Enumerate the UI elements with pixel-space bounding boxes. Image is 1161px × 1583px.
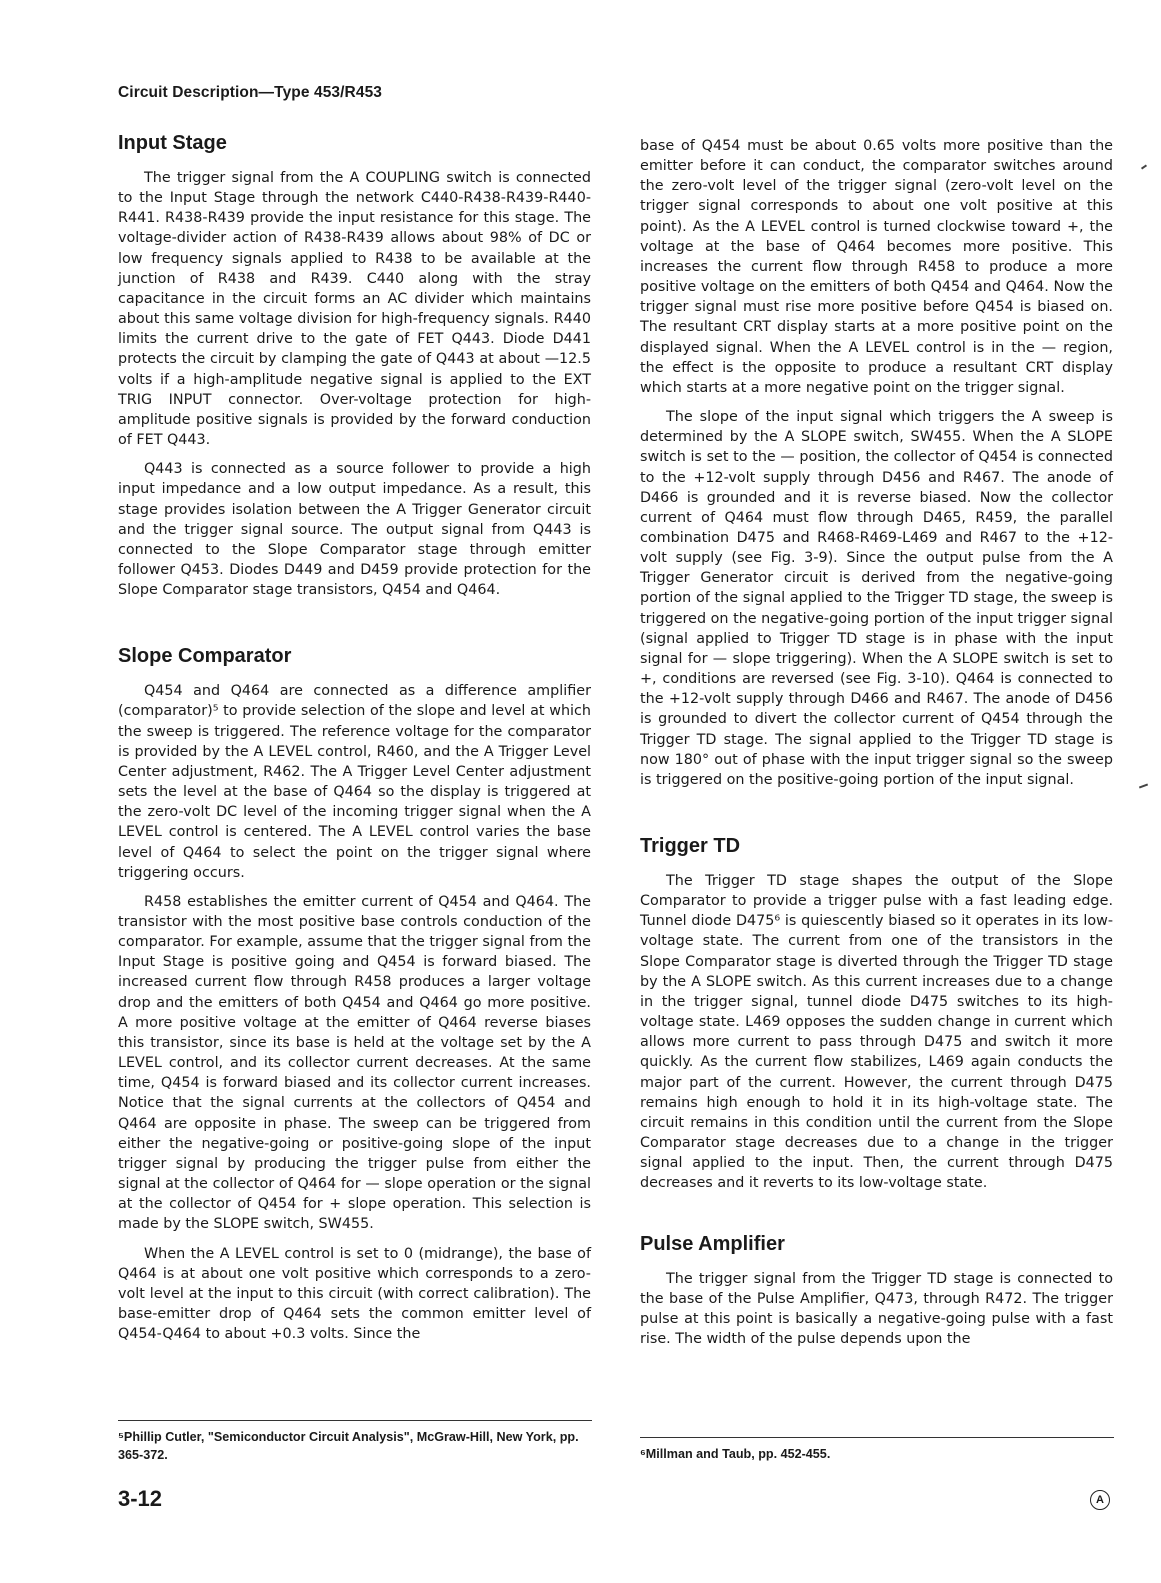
paragraph: R458 establishes the emitter current of Q454 and Q464. The transistor with the most positive base controls conduction of the comparator. For example, assume that the trigger signal from the Input Stage is positive going and Q454 is forward biased. The increased current flow through R458 produces a larger voltage drop and the emitters of both Q454 and Q464 go more positive. A more positive voltage at the emitter of Q464 reverse biases this transistor, since its base is held at the voltage set by the A LEVEL control, and its collector current decreases. At the same time, Q454 is forward biased and its collector current increases. Notice that the signal currents at the collectors of Q454 and Q464 are opposite in phase. The sweep can be triggered from either the negative-going or positive-going slope of the input trigger signal by producing the trigger pulse from either the signal at the collector of Q464 for — slope operation or the signal at the collector of Q454 for + slope operation. This selection is made by the SLOPE switch, SW455. — [118, 893, 591, 1233]
section-heading-pulse-amplifier: Pulse Amplifier — [640, 1232, 785, 1255]
section-heading-slope-comparator: Slope Comparator — [118, 645, 292, 668]
left-column — [118, 130, 591, 1353]
paragraph: base of Q454 must be about 0.65 volts more positive than the emitter before it can conduct, the comparator switches around the zero-volt level of the trigger signal (zero-volt level on the trigger signal corresponds to about one volt positive at this point). As the A LEVEL control is turned clockwise toward +, the voltage at the base of Q464 becomes more positive. This increases the current flow through R458 to produce a more positive voltage on the emitters of both Q454 and Q464. Now the trigger signal must rise more positive before Q454 is biased on. The resultant CRT display starts at a more positive point on the displayed signal. When the A LEVEL control is in the — region, the effect is the opposite to produce a resultant CRT display which starts at a more negative point on the trigger signal. — [640, 138, 1113, 396]
page-number: 3-12 — [118, 1486, 163, 1511]
paragraph: Q454 and Q464 are connected as a difference amplifier (comparator)⁵ to provide selection of the slope and level at which the sweep is triggered. The reference voltage for the comparator is provided by the A LEVEL control, R460, and the A Trigger Level Center adjustment, R462. The A Trigger Level Center adjustment sets the level at the base of Q464 so the display is triggered at the zero-volt DC level of the incoming trigger signal when the A LEVEL control is centered. The A LEVEL control varies the base level of Q464 to select the point on the trigger signal where triggering occurs. — [118, 683, 591, 881]
footnote-rule — [640, 1437, 1114, 1438]
paragraph: The slope of the input signal which triggers the A sweep is determined by the A SLOPE switch, SW455. When the A SLOPE switch is set to the — position, the collector of Q454 is connected to the +12-volt supply through D456 and R467. The anode of D466 is grounded and it is reverse biased. Now the collector current of Q464 must flow through D465, R459, the parallel combination D475 and R468-R469-L469 and R467 to the +12-volt supply (see Fig. 3-9). Since the output pulse from the A Trigger Generator circuit is derived from the negative-going portion of the signal applied to the Trigger TD stage, the sweep is triggered on the negative-going portion of the input trigger signal (signal applied to Trigger TD stage is in phase with the input signal for — slope triggering). When the A SLOPE switch is set to +, conditions are reversed (see Fig. 3-10). Q464 is connected to the +12-volt supply through D466 and R467. The anode of D456 is grounded to divert the collector current of Q454 through the Trigger TD stage. The signal applied to the Trigger TD stage is now 180° out of phase with the input trigger signal so the sweep is triggered on the positive-going portion of the input signal. — [640, 409, 1113, 788]
paragraph: When the A LEVEL control is set to 0 (midrange), the base of Q464 is at about one volt positive which corresponds to a zero-volt level at the input to this circuit (with correct calibration). The base-emitter drop of Q464 sets the common emitter level of Q454-Q464 to about +0.3 volts. Since the — [118, 1245, 591, 1343]
revision-mark: A — [1090, 1490, 1110, 1510]
footnote-rule — [118, 1420, 592, 1421]
section-heading-input-stage: Input Stage — [118, 132, 227, 154]
section-heading-trigger-td: Trigger TD — [640, 835, 741, 857]
paragraph: The Trigger TD stage shapes the output of the Slope Comparator to provide a trigger pulse with a fast leading edge. Tunnel diode D475⁶ is quiescently biased so it operates in its low-voltage state. The current from one of the transistors in the Slope Comparator stage is diverted through the Trigger TD stage by the A SLOPE switch. As this current increases due to a change in the trigger signal, tunnel diode D475 switches to its high-voltage state. L469 opposes the sudden change in current which allows more current to pass through D475 and switch it more quickly. As the current flow stabilizes, L469 again conducts the major part of the current. However, the current through D475 remains high enough to hold it in its high-voltage state. The circuit remains in this condition until the current from the Slope Comparator stage decreases due to a change in the trigger signal applied to the input. Then, the current through D475 decreases and it reverts to its low-voltage state. — [640, 873, 1113, 1192]
paragraph: The trigger signal from the A COUPLING switch is connected to the Input Stage through the network C440-R438-R439-R440-R441. R438-R439 provide the input resistance for this stage. The voltage-divider action of R438-R439 allows about 98% of DC or low frequency signals applied to R438 to be available at the junction of R438 and R439. C440 along with the stray capacitance in the circuit forms an AC divider which maintains about this same voltage division for high-frequency signals. R440 limits the current drive to the gate of FET Q443. Diode D441 protects the circuit by clamping the gate of Q443 at about —12.5 volts if a high-amplitude negative signal is applied to the EXT TRIG INPUT connector. Over-voltage protection for high-amplitude positive signals is provided by the forward conduction of FET Q443. — [118, 170, 591, 449]
footnote-right: ⁶Millman and Taub, pp. 452-455. — [640, 1447, 831, 1461]
footnote-left: ⁵Phillip Cutler, "Semiconductor Circuit Analysis", McGraw-Hill, New York, pp. 365-372. — [118, 1430, 579, 1462]
paragraph: The trigger signal from the Trigger TD stage is connected to the base of the Pulse Amplifier, Q473, through R472. The trigger pulse at this point is basically a negative-going pulse with a fast rise. The width of the pulse depends upon the — [640, 1270, 1113, 1347]
running-title: Circuit Description—Type 453/R453 — [118, 84, 383, 101]
paragraph: Q443 is connected as a source follower to provide a high input impedance and a low output impedance. As a result, this stage provides isolation between the A Trigger Generator circuit and the trigger signal source. The output signal from Q443 is connected to the Slope Comparator stage through emitter follower Q453. Diodes D449 and D459 provide protection for the Slope Comparator stage transistors, Q454 and Q464. — [118, 461, 591, 599]
scan-speck — [1141, 164, 1147, 169]
scan-speck — [1139, 784, 1148, 789]
right-column — [640, 136, 1113, 1358]
